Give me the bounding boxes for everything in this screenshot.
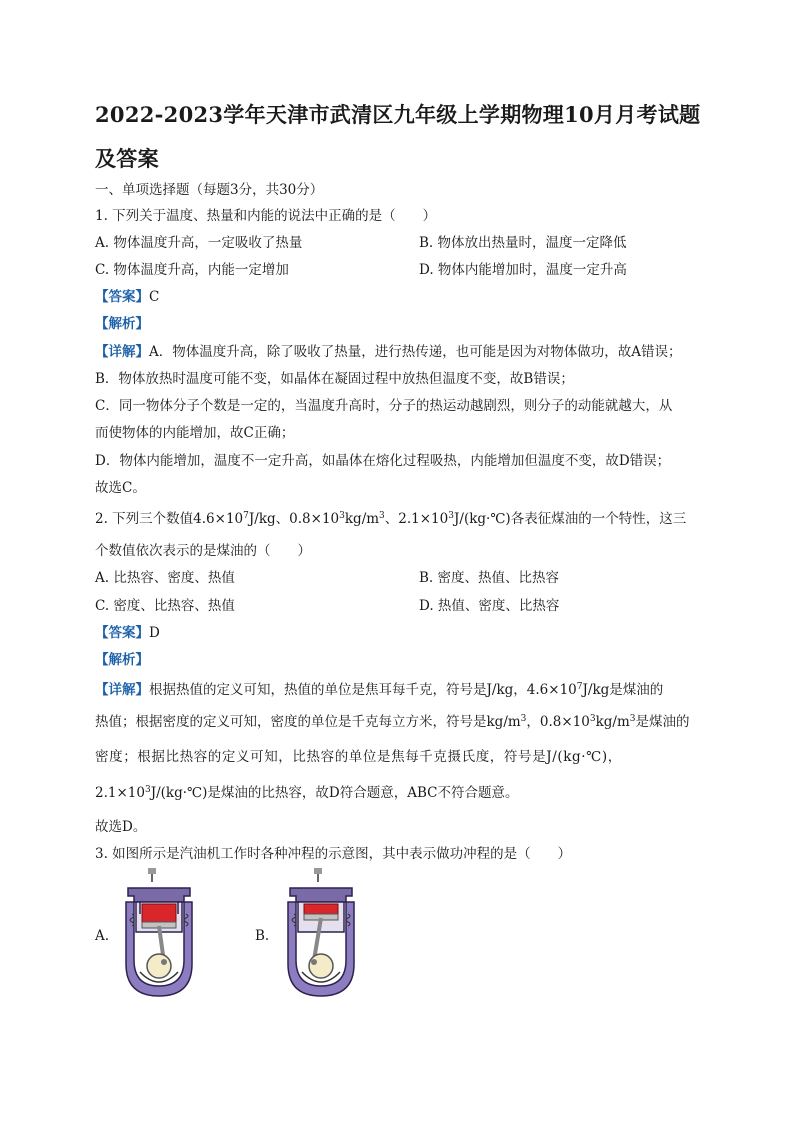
q2-option-d[interactable]: D. 热值、密度、比热容	[419, 598, 560, 614]
q1-option-a[interactable]: A. 物体温度升高，一定吸收了热量	[95, 235, 303, 251]
q3-option-a-label[interactable]: A.	[95, 928, 110, 944]
q2-value-3: 2.1×10	[398, 511, 449, 527]
q1-detail-text-1: A．物体温度升高，除了吸收了热量，进行热传递，也可能是因为对物体做功，故A错误；	[149, 344, 682, 360]
q2-stem-line1	[95, 509, 686, 529]
page-title: 2022-2023学年天津市武清区九年级上学期物理10月月考试题及答案	[95, 102, 701, 171]
q1-detail-1	[95, 342, 682, 362]
answer-tag: 【答案】	[95, 625, 149, 641]
q2-value-2-unit: kg/m	[344, 511, 380, 527]
q2-detail-2	[95, 712, 690, 732]
q2-detail-1b: J/kg，	[486, 682, 527, 698]
q1-conclusion: 故选C。	[95, 480, 146, 496]
q1-answer: C	[149, 289, 160, 305]
q2-detail-1c-exp: 7	[576, 682, 583, 692]
q2-detail-4	[95, 783, 519, 803]
q2-sep-2: 、	[384, 511, 399, 527]
q2-stem-line2: 个数值依次表示的是煤油的（ ）	[95, 543, 311, 559]
q2-detail-2d: 0.8×10	[539, 714, 590, 730]
q2-option-b[interactable]: B. 密度、热值、比热容	[419, 570, 560, 586]
q2-value-2-unit-exp: 3	[379, 511, 385, 521]
q2-sep-1: 、	[275, 511, 290, 527]
q2-value-2-exp: 3	[339, 511, 345, 521]
q2-answer-line	[95, 623, 160, 643]
q2-option-c[interactable]: C. 密度、比热容、热值	[95, 598, 235, 614]
q2-value-1-exp: 7	[243, 511, 249, 521]
q2-detail-4c: 是煤油的比热容，故D符合题意，ABC不符合题意。	[207, 785, 519, 801]
q3-option-b-label[interactable]: B.	[255, 928, 270, 944]
q2-detail-2a: 热值；根据密度的定义可知，密度的单位是千克每立方米，符号是	[95, 714, 487, 730]
q3-stem: 3. 如图所示是汽油机工作时各种冲程的示意图，其中表示做功冲程的是（ ）	[95, 846, 572, 862]
analysis-tag: 【解析】	[95, 316, 149, 332]
q2-detail-4a-exp: 3	[144, 785, 151, 795]
detail-tag: 【详解】	[95, 682, 149, 698]
q2-detail-2e-exp: 3	[629, 714, 636, 724]
q2-detail-3	[95, 747, 622, 767]
q1-detail-5: D．物体内能增加，温度不一定升高，如晶体在熔化过程吸热，内能增加但温度不变，故D错误；	[95, 453, 671, 469]
q1-detail-4: 而使物体的内能增加，故C正确；	[95, 425, 295, 441]
q2-value-3-exp: 3	[448, 511, 454, 521]
q1-detail-2: B．物体放热时温度可能不变，如晶体在凝固过程中放热但温度不变，故B错误；	[95, 371, 574, 387]
q2-detail-1c: 4.6×10	[526, 682, 577, 698]
q1-stem: 1. 下列关于温度、热量和内能的说法中正确的是（ ）	[95, 208, 437, 224]
q2-answer: D	[149, 625, 160, 641]
q1-option-c[interactable]: C. 物体温度升高，内能一定增加	[95, 262, 289, 278]
q1-answer-line	[95, 287, 159, 307]
q2-detail-2f: 是煤油的	[635, 714, 690, 730]
q2-value-1-unit: J/kg	[248, 511, 276, 527]
q2-detail-2b: kg/m	[486, 714, 521, 730]
q1-option-d[interactable]: D. 物体内能增加时，温度一定升高	[419, 262, 627, 278]
q2-detail-4a: 2.1×10	[95, 785, 145, 801]
q2-detail-2b-exp: 3	[520, 714, 527, 724]
q1-analysis-tag	[95, 314, 149, 334]
analysis-tag: 【解析】	[95, 652, 149, 668]
q2-conclusion: 故选D。	[95, 819, 147, 835]
q2-detail-3b: J/(kg·℃)，	[546, 749, 622, 765]
q2-detail-2d-exp: 3	[589, 714, 596, 724]
answer-tag: 【答案】	[95, 289, 149, 305]
q2-value-2: 0.8×10	[289, 511, 340, 527]
q2-stem-post: 各表征煤油的一个特性，这三	[510, 511, 687, 527]
q2-detail-2e: kg/m	[595, 714, 630, 730]
section-heading: 一、单项选择题（每题3分，共30分）	[95, 182, 324, 198]
q2-detail-1d: J/kg是煤油的	[582, 682, 664, 698]
q2-value-1: 4.6×10	[193, 511, 244, 527]
q2-detail-2c: ，	[526, 714, 540, 730]
q2-stem-pre: 2. 下列三个数值	[95, 511, 194, 527]
q2-analysis-tag	[95, 650, 149, 670]
q2-detail-4b: J/(kg·℃)	[150, 785, 208, 801]
engine-diagram-a-icon[interactable]	[118, 868, 200, 1000]
q2-detail-1a: 根据热值的定义可知，热值的单位是焦耳每千克，符号是	[149, 682, 487, 698]
q2-value-3-unit: J/(kg·℃)	[453, 511, 511, 527]
detail-tag: 【详解】	[95, 344, 149, 360]
q2-option-a[interactable]: A. 比热容、密度、热值	[95, 570, 235, 586]
q1-option-b[interactable]: B. 物体放出热量时，温度一定降低	[419, 235, 627, 251]
engine-diagram-b-icon[interactable]	[280, 868, 362, 1000]
q1-detail-3: C．同一物体分子个数是一定的，当温度升高时，分子的热运动越剧烈，则分子的动能就越大，从	[95, 398, 673, 414]
q2-detail-3a: 密度；根据比热容的定义可知，比热容的单位是焦每千克摄氏度，符号是	[95, 749, 547, 765]
q2-detail-1	[95, 680, 663, 700]
